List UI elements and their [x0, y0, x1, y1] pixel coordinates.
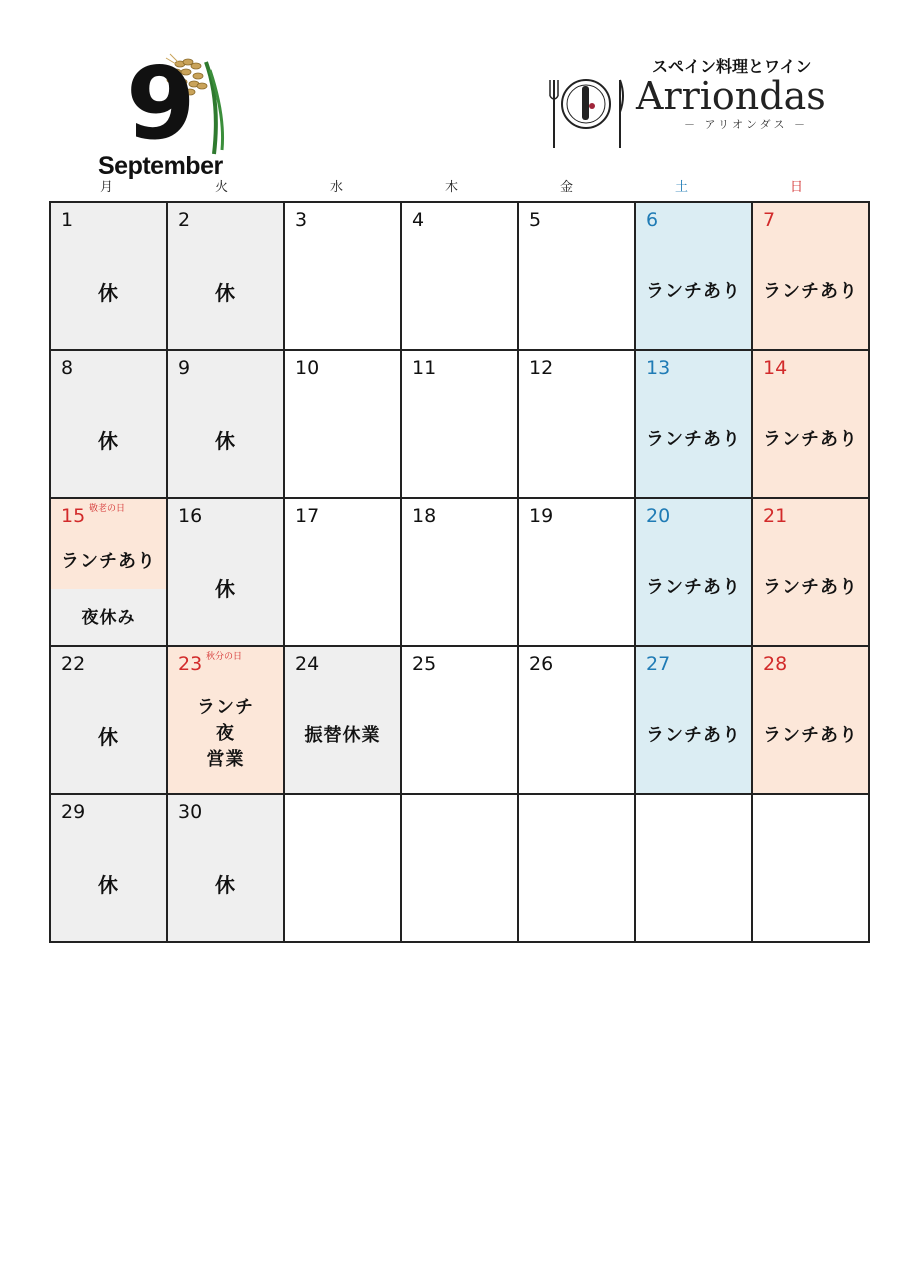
weekday-sat: 土: [674, 180, 688, 195]
day-status: ランチあり: [763, 577, 858, 598]
day-number: 30: [178, 801, 203, 823]
day-number: 22: [61, 653, 86, 675]
weekday-header: [49, 178, 854, 198]
weekday-sun: 日: [789, 180, 803, 195]
day-number: 4: [412, 209, 425, 231]
day-number: 9: [178, 357, 191, 379]
weekday-thu: 木: [444, 180, 458, 195]
calendar-day: [635, 498, 752, 646]
day-status: ランチあり: [646, 725, 741, 746]
calendar-day: [752, 202, 869, 350]
status-line: 夜: [216, 723, 235, 744]
day-number: 28: [763, 653, 788, 675]
calendar-day: [167, 498, 284, 646]
day-number: 10: [295, 357, 320, 379]
day-number: 5: [529, 209, 542, 231]
calendar-day-empty: [635, 794, 752, 942]
calendar-day: [635, 646, 752, 794]
calendar-day: [401, 498, 518, 646]
day-status: ランチあり: [646, 577, 741, 598]
status-line: ランチ: [197, 697, 254, 718]
status-line: 営業: [206, 749, 245, 770]
calendar-day: [284, 350, 401, 498]
day-status: 休: [98, 873, 119, 897]
day-number: 19: [529, 505, 554, 527]
calendar-day: [401, 646, 518, 794]
calendar-day: [752, 498, 869, 646]
day-status: 休: [98, 281, 119, 305]
weekday-mon: 月: [99, 180, 113, 195]
calendar-day: [635, 350, 752, 498]
month-badge: [96, 45, 236, 183]
holiday-label: 秋分の日: [206, 652, 243, 662]
day-status: ランチあり: [763, 725, 858, 746]
day-number: 27: [646, 653, 671, 675]
day-number: 29: [61, 801, 86, 823]
calendar-day: [518, 646, 635, 794]
calendar-day: [518, 202, 635, 350]
day-number: 24: [295, 653, 320, 675]
day-number: 7: [763, 209, 776, 231]
day-status: ランチあり: [763, 281, 858, 302]
restaurant-logo: [542, 52, 832, 157]
calendar-day: [752, 646, 869, 794]
day-number: 20: [646, 505, 671, 527]
day-number: 13: [646, 357, 671, 379]
day-number: 21: [763, 505, 788, 527]
day-status: 休: [98, 429, 119, 453]
logo-name: Arriondas: [636, 74, 826, 118]
calendar-day: [284, 498, 401, 646]
day-number: 1: [61, 209, 74, 231]
calendar-day: [50, 498, 167, 646]
day-number: 2: [178, 209, 191, 231]
calendar-day: [50, 202, 167, 350]
day-status: ランチあり: [763, 429, 858, 450]
calendar-day: [401, 202, 518, 350]
day-status: 休: [215, 577, 236, 601]
calendar-week: [50, 794, 869, 942]
calendar-day: [50, 646, 167, 794]
day-number: 25: [412, 653, 437, 675]
calendar-day: [284, 646, 401, 794]
night-section: [51, 589, 166, 645]
day-number: 6: [646, 209, 659, 231]
day-status: ランチあり: [61, 551, 156, 572]
day-status: 休: [215, 429, 236, 453]
fork-knife-bottle-icon: [544, 76, 636, 156]
night-status: 夜休み: [81, 608, 136, 628]
day-number: 11: [412, 357, 437, 379]
calendar-day-empty: [284, 794, 401, 942]
calendar-day: [518, 498, 635, 646]
day-number: 14: [763, 357, 788, 379]
calendar-day-empty: [518, 794, 635, 942]
calendar-day: [167, 794, 284, 942]
calendar-day: [752, 350, 869, 498]
day-status-multiline: [168, 695, 283, 773]
calendar-week: [50, 646, 869, 794]
logo-kana: － アリオンダス －: [684, 118, 809, 131]
logo-subtitle: スペイン料理とワイン: [652, 57, 812, 76]
day-status: 振替休業: [304, 725, 381, 746]
calendar-week: [50, 202, 869, 350]
day-number: 15: [61, 505, 86, 527]
calendar-day: [167, 350, 284, 498]
day-number: 26: [529, 653, 554, 675]
calendar-day-empty: [401, 794, 518, 942]
calendar-day-empty: [752, 794, 869, 942]
day-number: 16: [178, 505, 203, 527]
day-status: 休: [215, 281, 236, 305]
calendar-day: [50, 794, 167, 942]
month-name: September: [98, 152, 223, 180]
day-status: ランチあり: [646, 429, 741, 450]
calendar-week: [50, 350, 869, 498]
calendar-day: [284, 202, 401, 350]
calendar-grid: [49, 201, 870, 943]
weekday-tue: 火: [214, 180, 228, 195]
calendar-day: [50, 350, 167, 498]
calendar-day: [167, 202, 284, 350]
day-number: 12: [529, 357, 554, 379]
month-number: 9: [126, 45, 192, 162]
calendar-day: [401, 350, 518, 498]
holiday-label: 敬老の日: [89, 504, 126, 514]
calendar-week: [50, 498, 869, 646]
calendar-day: [635, 202, 752, 350]
day-status: ランチあり: [646, 281, 741, 302]
calendar-day: [518, 350, 635, 498]
day-number: 17: [295, 505, 320, 527]
weekday-fri: 金: [559, 180, 573, 195]
weekday-wed: 水: [329, 180, 343, 195]
day-number: 8: [61, 357, 74, 379]
day-status: 休: [215, 873, 236, 897]
calendar-day: [167, 646, 284, 794]
day-number: 3: [295, 209, 308, 231]
day-status: 休: [98, 725, 119, 749]
day-number: 18: [412, 505, 437, 527]
day-number: 23: [178, 653, 203, 675]
